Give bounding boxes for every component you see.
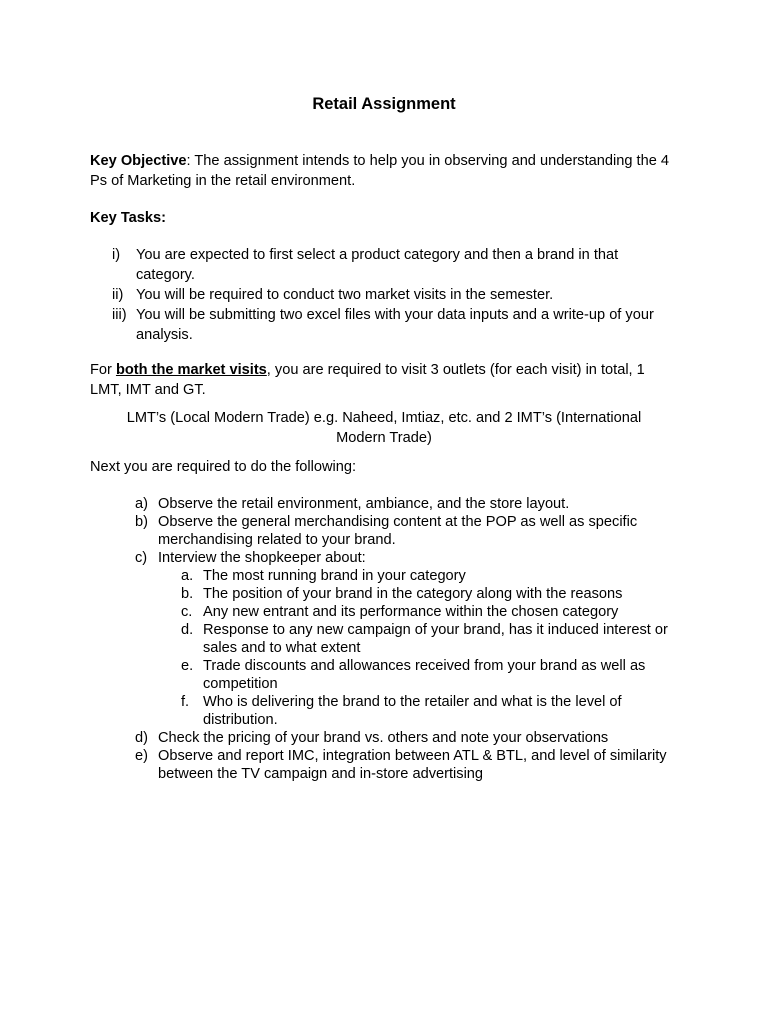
key-task-text: You are expected to first select a product category and then a brand in that category. <box>136 247 619 283</box>
list-marker: a. <box>181 568 194 584</box>
list-marker: b. <box>181 586 194 602</box>
document-title: Retail Assignment <box>312 95 456 113</box>
key-tasks-heading: Key Tasks: <box>90 210 166 226</box>
visits-suffix: , you are required to visit 3 outlets (for each visit) in total, 1 LMT, IMT and GT. <box>90 362 645 398</box>
interview-text: Trade discounts and allowances received from your brand as well as competition <box>203 658 646 692</box>
step-text: Check the pricing of your brand vs. others and note your observations <box>158 730 609 746</box>
list-marker: f. <box>181 694 190 710</box>
list-marker: e) <box>135 748 148 764</box>
key-task-text: You will be submitting two excel files with your data inputs and a write-up of your analysis. <box>136 307 654 343</box>
step-text: Observe the general merchandising content at the POP as well as specific merchandising related to your brand. <box>158 514 638 548</box>
key-task-text: You will be required to conduct two market visits in the semester. <box>136 287 554 303</box>
key-objective-text: : The assignment intends to help you in observing and understanding the 4 Ps of Marketing in the retail environment. <box>90 153 669 189</box>
list-marker: a) <box>135 496 148 512</box>
interview-text: Who is delivering the brand to the retailer and what is the level of distribution. <box>203 694 622 728</box>
step-item <box>90 549 680 729</box>
next-intro: Next you are required to do the following: <box>90 459 357 475</box>
visits-emphasis: both the market visits <box>115 362 267 378</box>
interview-item <box>158 603 673 621</box>
visits-prefix: For <box>90 362 116 378</box>
steps-list <box>90 495 680 783</box>
list-marker: d) <box>135 730 148 746</box>
lmt-note: LMT’s (Local Modern Trade) e.g. Naheed, Imtiaz, etc. and 2 IMT’s (International Modern Trade) <box>126 410 642 446</box>
key-objective-label: Key Objective <box>90 153 187 169</box>
list-marker: ii) <box>112 287 124 303</box>
interview-text: Any new entrant and its performance within the chosen category <box>203 604 619 620</box>
step-text: Observe the retail environment, ambiance, and the store layout. <box>158 496 570 512</box>
interview-item <box>158 657 673 693</box>
step-text: Observe and report IMC, integration between ATL & BTL, and level of similarity between the TV campaign and in-store advertising <box>158 748 667 782</box>
market-visits-paragraph <box>90 360 680 400</box>
interview-text: The most running brand in your category <box>203 568 466 584</box>
list-marker: b) <box>135 514 148 530</box>
step-item <box>90 495 680 513</box>
list-marker: c. <box>181 604 193 620</box>
interview-list <box>158 567 680 729</box>
interview-item <box>158 585 673 603</box>
interview-item <box>158 621 673 657</box>
key-task-item <box>90 285 680 305</box>
list-marker: c) <box>135 550 148 566</box>
step-text: Interview the shopkeeper about: <box>158 550 366 566</box>
key-task-item <box>90 305 680 345</box>
interview-item <box>158 693 673 729</box>
step-item <box>90 747 680 783</box>
list-marker: e. <box>181 658 194 674</box>
interview-item <box>158 567 673 585</box>
step-item <box>90 729 680 747</box>
interview-text: The position of your brand in the category along with the reasons <box>203 586 623 602</box>
list-marker: d. <box>181 622 194 638</box>
step-item <box>90 513 680 549</box>
key-objective-paragraph <box>90 151 690 191</box>
key-tasks-list <box>90 245 680 345</box>
list-marker: i) <box>112 247 121 263</box>
key-task-item <box>90 245 680 285</box>
list-marker: iii) <box>112 307 127 323</box>
interview-text: Response to any new campaign of your brand, has it induced interest or sales and to what extent <box>203 622 668 656</box>
